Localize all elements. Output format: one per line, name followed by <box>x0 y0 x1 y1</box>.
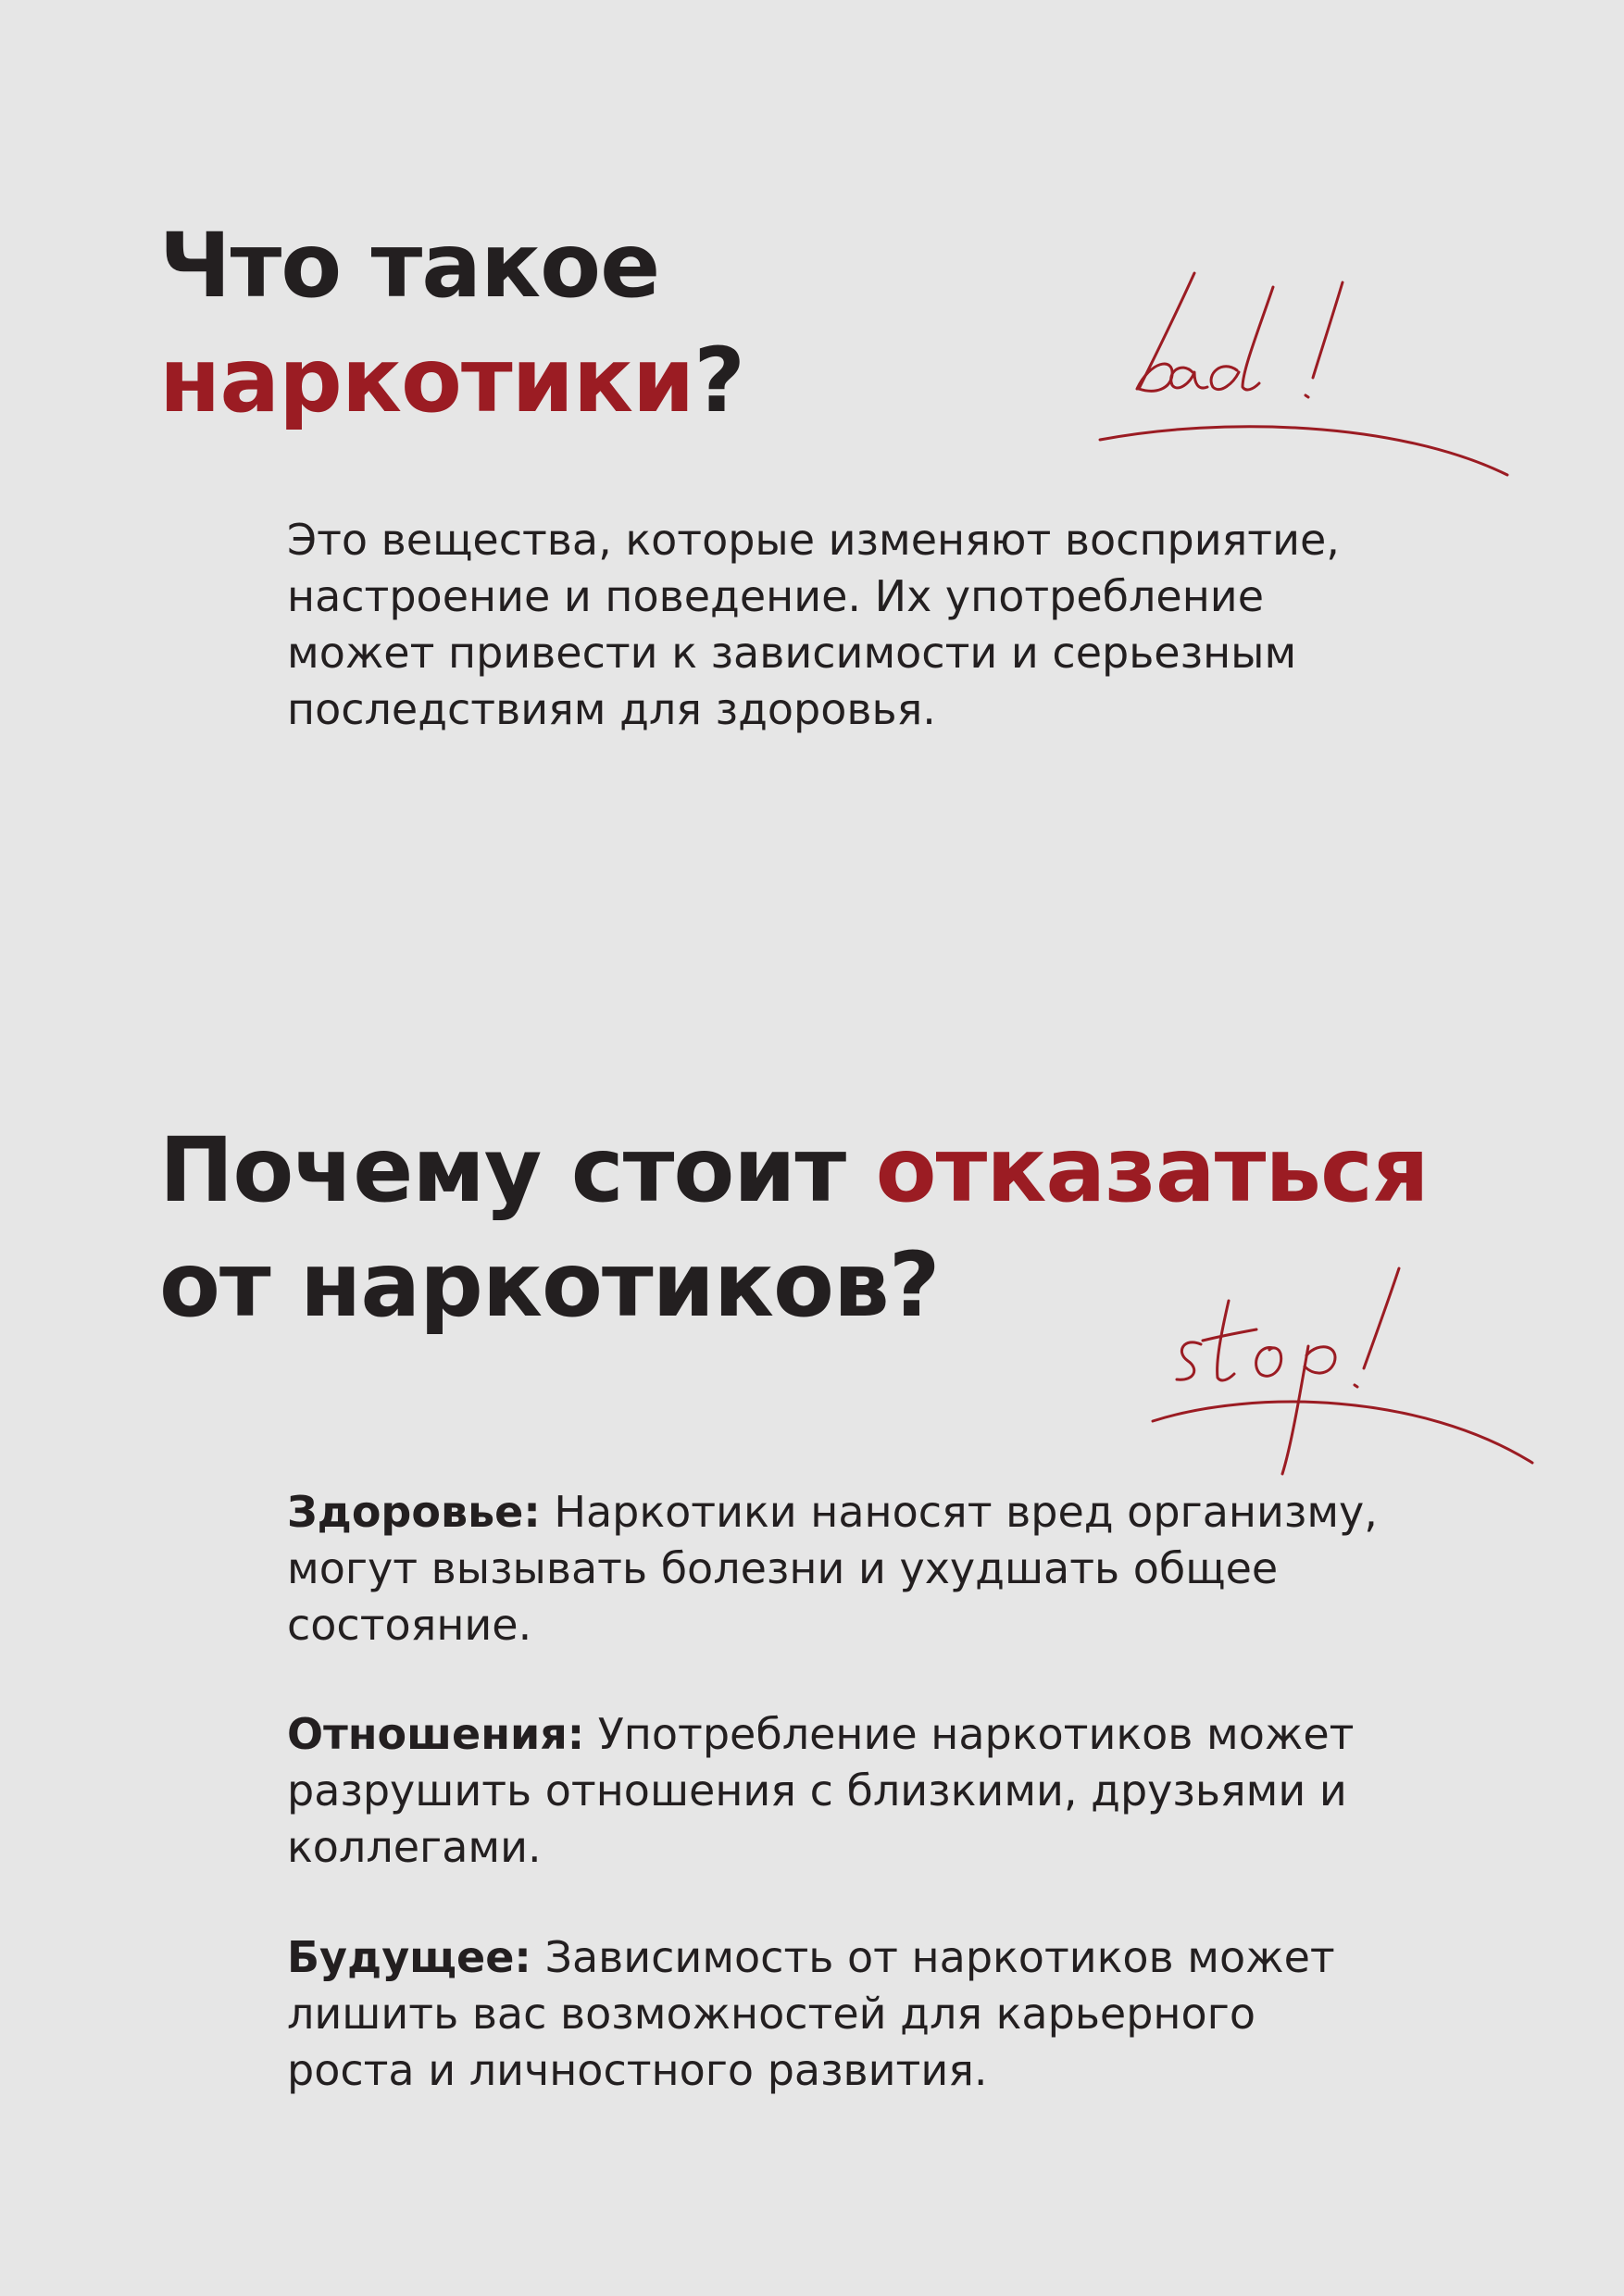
section-1-heading <box>159 208 744 438</box>
reason-future-line-1: Зависимость от наркотиков может <box>531 1932 1335 1982</box>
reason-line <box>287 1484 1491 1541</box>
reason-future-line-2: лишить вас возможностей для карьерного <box>287 1989 1255 2039</box>
section-2-heading-line-1 <box>159 1113 1429 1228</box>
reason-health-text <box>287 1484 1491 1653</box>
reason-relationships-label: Отношения: <box>287 1709 585 1759</box>
section-2-heading-highlight: отказаться <box>875 1118 1429 1222</box>
section-1-body-line: может привести к зависимости и серьезным <box>287 628 1297 678</box>
section-2-heading-line-2: от наркотиков? <box>159 1233 940 1337</box>
reason-health-line-3: состояние. <box>287 1600 532 1650</box>
section-1-body-line: Это вещества, которые изменяют восприятие, <box>287 515 1340 565</box>
reason-relationships-line-1: Употребление наркотиков может <box>584 1709 1355 1759</box>
reason-health-line-1: Наркотики наносят вред организму, <box>540 1487 1378 1537</box>
reason-relationships-text <box>287 1706 1491 1876</box>
reason-relationships-line-2: разрушить отношения с близкими, друзьями и <box>287 1766 1347 1816</box>
reason-relationships-line-3: коллегами. <box>287 1822 542 1872</box>
section-1-body-line: настроение и поведение. Их употребление <box>287 571 1264 621</box>
section-1-body-line: последствиям для здоровья. <box>287 684 936 734</box>
reason-health <box>287 1484 1491 1653</box>
section-1-body <box>287 512 1491 738</box>
section-2-heading-start: Почему стоит <box>159 1118 876 1222</box>
section-1-heading-line-1: Что такое <box>159 214 660 318</box>
stop-script-decoration <box>1143 1259 1542 1500</box>
reason-relationships <box>287 1706 1491 1876</box>
reason-future <box>287 1929 1491 2099</box>
reason-health-label: Здоровье: <box>287 1487 541 1537</box>
section-1-heading-line-2 <box>159 323 744 438</box>
reason-health-line-2: могут вызывать болезни и ухудшать общее <box>287 1543 1279 1593</box>
reason-future-text <box>287 1929 1491 2099</box>
section-1-heading-question-mark: ? <box>693 329 744 432</box>
reason-line <box>287 1929 1491 1986</box>
reason-line <box>287 1706 1491 1763</box>
reason-future-line-3: роста и личностного развития. <box>287 2045 988 2095</box>
section-1-heading-highlight: наркотики <box>159 329 694 432</box>
bad-script-decoration <box>1083 259 1528 500</box>
reason-future-label: Будущее: <box>287 1932 531 1982</box>
